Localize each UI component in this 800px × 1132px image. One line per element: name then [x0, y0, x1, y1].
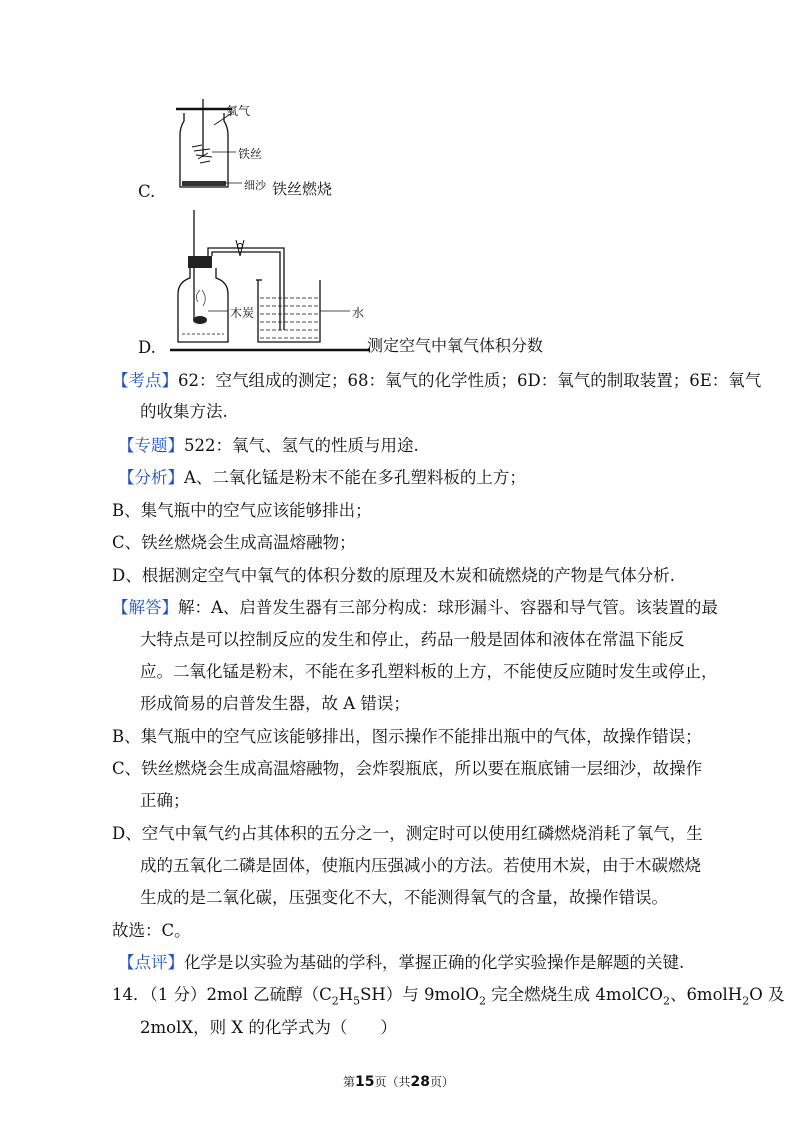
q14-text-part: O 及: [749, 985, 785, 1004]
page-number: 15: [355, 1074, 375, 1090]
option-c-diagram: [170, 95, 370, 195]
q14-text-part: H: [338, 985, 354, 1004]
option-d-letter: D.: [138, 338, 156, 357]
iron-wire-label: 铁丝: [238, 147, 263, 161]
charcoal-label: 木炭: [230, 306, 255, 320]
question-14-line-2: 2molX，则 X 的化学式为（ ）: [140, 1018, 397, 1037]
zhuanti-line: [118, 435, 419, 457]
page-total: 28: [410, 1074, 430, 1090]
question-14-line-1: [112, 984, 784, 1006]
dianping-line: [118, 952, 684, 974]
kaodian-line-2: 的收集方法.: [140, 402, 228, 421]
jieda-line-a4: 形成简易的启普发生器，故 A 错误；: [140, 694, 410, 713]
oxygen-label: 氧气: [226, 104, 251, 118]
fenxi-line-a: [118, 467, 526, 489]
jieda-line-c1: C、铁丝燃烧会生成高温熔融物，会炸裂瓶底，所以要在瓶底铺一层细沙，故操作: [112, 759, 703, 778]
jieda-a1-text: 解：A、启普发生器有三部分构成：球形漏斗、容器和导气管。该装置的最: [178, 598, 718, 617]
kaodian-text: 62：空气组成的测定；68：氧气的化学性质；6D：氧气的制取装置；6E：氧气: [178, 371, 762, 390]
q14-subscript: 2: [742, 994, 750, 1008]
fenxi-tag: 【分析】: [118, 468, 184, 487]
kaodian-line-1: [112, 370, 761, 392]
q14-subscript: 2: [331, 994, 339, 1008]
jieda-line-a3: 应。二氧化锰是粉末，不能在多孔塑料板的上方，不能使反应随时发生或停止，: [140, 662, 718, 681]
zhuanti-text: 522：氧气、氢气的性质与用途.: [184, 436, 419, 455]
jieda-line-a2: 大特点是可以控制反应的发生和停止，药品一般是固体和液体在常温下能反: [140, 630, 685, 649]
footer-text: 第: [343, 1075, 356, 1089]
jieda-line-d1: D、空气中氧气约占其体积的五分之一，测定时可以使用红磷燃烧消耗了氧气，生: [112, 824, 703, 843]
zhuanti-tag: 【专题】: [118, 436, 184, 455]
oxygen-volume-apparatus: [170, 210, 370, 355]
dianping-text: 化学是以实验为基础的学科，掌握正确的化学实验操作是解题的关键.: [184, 953, 685, 972]
q14-subscript: 5: [353, 994, 361, 1008]
jieda-tag: 【解答】: [112, 598, 178, 617]
q14-subscript: 2: [662, 994, 670, 1008]
jieda-line-a1: [112, 597, 718, 619]
q14-text-part: 、6molH: [669, 985, 743, 1004]
option-d-caption: 测定空气中氧气体积分数: [367, 336, 544, 355]
jieda-line-b1: B、集气瓶中的空气应该能够排出，图示操作不能排出瓶中的气体，故操作错误；: [112, 727, 702, 746]
fenxi-line-d: D、根据测定空气中氧气的体积分数的原理及木炭和硫燃烧的产物是气体分析.: [112, 566, 675, 585]
option-c-caption: 铁丝燃烧: [272, 180, 333, 198]
footer-text: 页）: [430, 1075, 455, 1089]
option-c-letter: C.: [138, 182, 156, 201]
jieda-line-c2: 正确；: [140, 791, 190, 810]
jieda-line-d2: 成的五氧化二磷是固体，使瓶内压强减小的方法。若使用木炭，由于木碳燃烧: [140, 856, 701, 875]
iron-burning-apparatus: [170, 95, 370, 195]
q14-text-part: SH）与 9molO: [360, 985, 479, 1004]
kaodian-tag: 【考点】: [112, 371, 178, 390]
answer-line: 故选：C。: [112, 921, 191, 940]
fenxi-line-b: B、集气瓶中的空气应该能够排出；: [112, 501, 372, 520]
jieda-line-d3: 生成的是二氧化碳，压强变化不大，不能测得氧气的含量，故操作错误。: [140, 888, 668, 907]
water-label: 水: [352, 306, 365, 320]
footer-text: 页（共: [374, 1075, 411, 1089]
fenxi-a-text: A、二氧化锰是粉末不能在多孔塑料板的上方；: [184, 468, 526, 487]
q14-subscript: 2: [478, 994, 486, 1008]
dianping-tag: 【点评】: [118, 953, 184, 972]
option-d-diagram: [170, 210, 370, 355]
fine-sand-label: 细沙: [244, 179, 266, 192]
q14-text-part: 14．（1 分）2mol 乙硫醇（C: [112, 985, 332, 1004]
q14-text-part: 完全燃烧生成 4molCO: [485, 985, 663, 1004]
page-footer: [343, 1073, 454, 1090]
fenxi-line-c: C、铁丝燃烧会生成高温熔融物；: [112, 533, 356, 552]
